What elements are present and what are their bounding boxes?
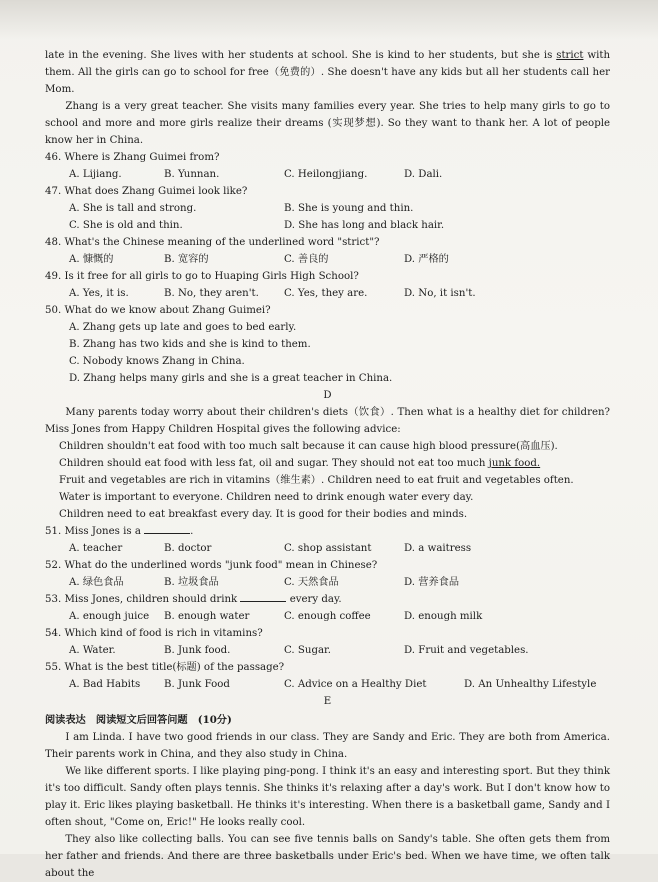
question-55-options — [69, 676, 610, 693]
option[interactable]: C. 天然食品 — [284, 577, 339, 588]
question-52: 52. What do the underlined words "junk food" mean in Chinese? — [45, 560, 378, 571]
option[interactable]: D. An Unhealthy Lifestyle — [464, 679, 597, 690]
question-50: 50. What do we know about Zhang Guimei? — [45, 305, 271, 316]
answer-blank[interactable] — [240, 591, 286, 602]
option[interactable]: B. Junk food. — [164, 645, 231, 656]
option[interactable]: C. Yes, they are. — [284, 288, 368, 299]
question-47: 47. What does Zhang Guimei look like? — [45, 186, 248, 197]
option[interactable]: A. She is tall and strong. — [69, 203, 197, 214]
question-53-after: every day. — [289, 594, 342, 605]
option[interactable]: B. doctor — [164, 543, 212, 554]
passage-e-p3: They also like collecting balls. You can see five tennis balls on Sandy's table. She often gets them from her father and friends. And there are three basketballs under Eric's bed. When we have time, we often talk about the — [45, 834, 610, 879]
passage-e-p2: We like different sports. I like playing ping-pong. I think it's an easy and interesting sport. But they think it's too difficult. Sandy often plays tennis. She thinks it's relaxing after a day's work. But I don't know how to play it. Eric likes playing basketball. He thinks it's interesting. When there is a basketball game, Sandy and I often shout, "Come on, Eric!" He looks really cool. — [45, 766, 610, 828]
option[interactable]: A. 绿色食品 — [69, 577, 124, 588]
section-e-label: E — [323, 696, 332, 707]
option[interactable]: B. Zhang has two kids and she is kind to them. — [69, 339, 311, 350]
option[interactable]: C. Advice on a Healthy Diet — [284, 679, 427, 690]
question-51-text: 51. Miss Jones is a — [45, 526, 141, 537]
option[interactable]: C. shop assistant — [284, 543, 372, 554]
option[interactable]: C. Sugar. — [284, 645, 332, 656]
option[interactable]: B. enough water — [164, 611, 250, 622]
question-53-text: 53. Miss Jones, children should drink — [45, 594, 238, 605]
option[interactable]: D. 营养食品 — [404, 577, 460, 588]
advice-line: Water is important to everyone. Children need to drink enough water every day. — [59, 492, 474, 503]
advice-line: Fruit and vegetables are rich in vitamins（维生素）. Children need to eat fruit and vegetables often. — [59, 475, 574, 486]
passage-d-intro: Many parents today worry about their children's diets（饮食）. Then what is a healthy diet for children? Miss Jones from Happy Children Hospital gives the following advice: — [45, 407, 610, 435]
option[interactable]: A. Yes, it is. — [69, 288, 129, 299]
question-55: 55. What is the best title(标题) of the passage? — [45, 662, 285, 673]
section-e-title: 阅读表达 阅读短文后回答问题 (10分) — [45, 714, 232, 726]
option[interactable]: A. Lijiang. — [69, 169, 122, 180]
question-47-options — [69, 200, 610, 234]
question-54-options — [69, 642, 610, 659]
question-49-options — [69, 285, 610, 302]
option[interactable]: D. 严格的 — [404, 254, 449, 265]
option[interactable]: D. She has long and black hair. — [284, 220, 445, 231]
passage-e-p1: I am Linda. I have two good friends in our class. They are Sandy and Eric. They are both from America. Their parents work in China, and they also study in China. — [45, 732, 610, 760]
option[interactable]: A. teacher — [69, 543, 123, 554]
question-46: 46. Where is Zhang Guimei from? — [45, 152, 220, 163]
option[interactable]: B. She is young and thin. — [284, 203, 414, 214]
option[interactable]: B. 宽容的 — [164, 254, 209, 265]
section-d-label: D — [323, 390, 332, 401]
question-51-options — [69, 540, 610, 557]
underlined-strict: strict — [556, 50, 584, 61]
option[interactable]: C. Nobody knows Zhang in China. — [69, 356, 245, 367]
option[interactable]: C. enough coffee — [284, 611, 371, 622]
question-48-options — [69, 251, 610, 268]
passage-c-end-p1: late in the evening. She lives with her students at school. She is kind to her students, but she is strict with them. All the girls can go to school for free（免费的）. She doesn't have any kids but all her students call her Mom. — [45, 50, 611, 95]
option[interactable]: C. 善良的 — [284, 254, 329, 265]
page-content — [45, 47, 610, 882]
option[interactable]: B. 垃圾食品 — [164, 577, 219, 588]
option[interactable]: B. Junk Food — [164, 679, 230, 690]
option[interactable]: A. 慷慨的 — [69, 254, 114, 265]
advice-line: Children shouldn't eat food with too much salt because it can cause high blood pressure(高血压). — [59, 441, 558, 452]
option[interactable]: A. Zhang gets up late and goes to bed early. — [69, 322, 297, 333]
option[interactable]: A. Water. — [69, 645, 116, 656]
option[interactable]: A. enough juice — [69, 611, 150, 622]
option[interactable]: D. No, it isn't. — [404, 288, 476, 299]
advice-line: Children need to eat breakfast every day. It is good for their bodies and minds. — [59, 509, 468, 520]
option[interactable]: B. No, they aren't. — [164, 288, 259, 299]
question-46-options — [69, 166, 610, 183]
option[interactable]: B. Yunnan. — [164, 169, 220, 180]
question-54: 54. Which kind of food is rich in vitamins? — [45, 628, 263, 639]
question-49: 49. Is it free for all girls to go to Huaping Girls High School? — [45, 271, 359, 282]
question-51-after: . — [190, 526, 194, 537]
question-51 — [45, 523, 610, 540]
underlined-junk-food: junk food. — [488, 458, 541, 469]
option[interactable]: D. Zhang helps many girls and she is a great teacher in China. — [69, 373, 393, 384]
option[interactable]: C. She is old and thin. — [69, 220, 183, 231]
question-52-options — [69, 574, 610, 591]
option[interactable]: D. Dali. — [404, 169, 443, 180]
answer-blank[interactable] — [144, 523, 190, 534]
option[interactable]: A. Bad Habits — [69, 679, 141, 690]
option[interactable]: C. Heilongjiang. — [284, 169, 368, 180]
question-53-options — [69, 608, 610, 625]
passage-c-end-p2: Zhang is a very great teacher. She visits many families every year. She tries to help many girls to go to school and more and more girls realize their dreams (实现梦想). So they want to thank her. A lot of people know her in China. — [45, 101, 610, 146]
question-53 — [45, 591, 610, 608]
advice-line: Children should eat food with less fat, oil and sugar. They should not eat too much junk food. — [59, 458, 541, 469]
page-shadow — [0, 0, 658, 40]
option[interactable]: D. a waitress — [404, 543, 472, 554]
question-48: 48. What's the Chinese meaning of the underlined word "strict"? — [45, 237, 380, 248]
option[interactable]: D. enough milk — [404, 611, 483, 622]
option[interactable]: D. Fruit and vegetables. — [404, 645, 529, 656]
